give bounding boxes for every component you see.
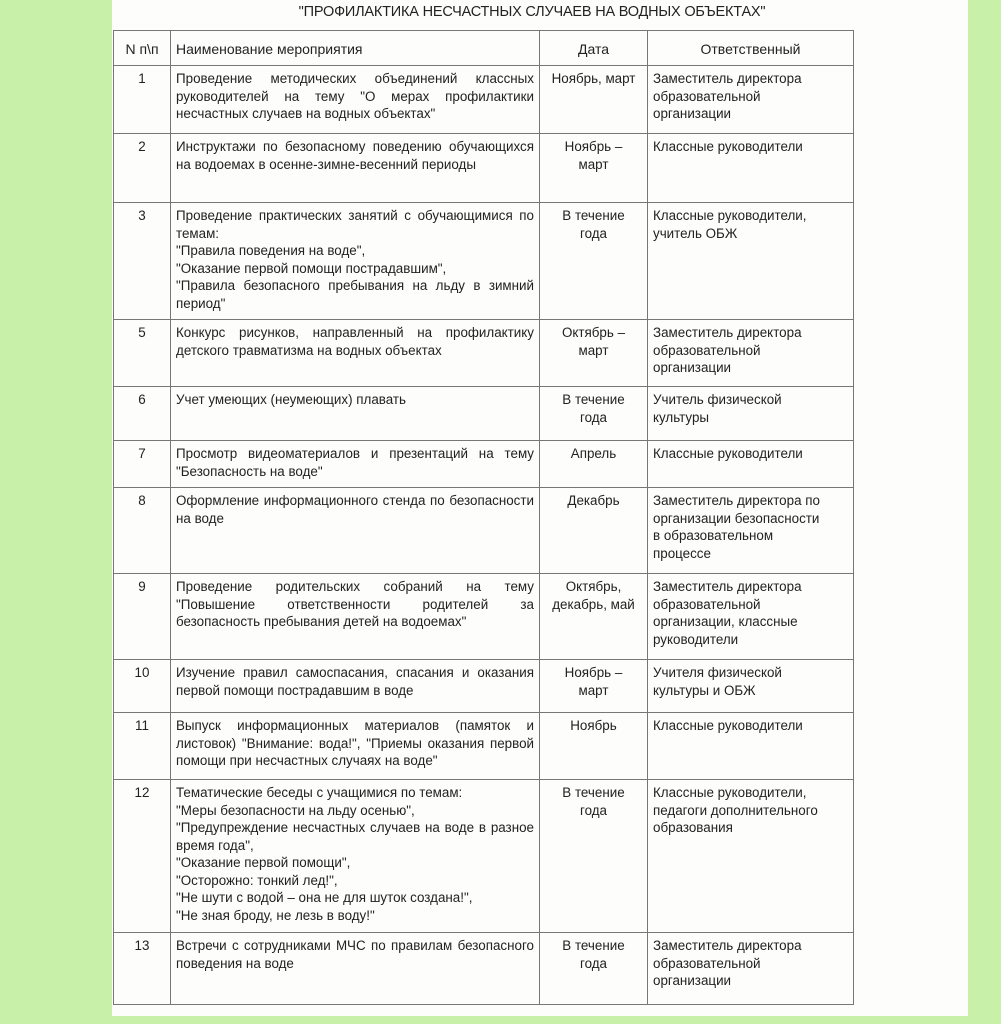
event-name: Проведение методических объединений классных руководителей на тему "О мерах профилактики несчастных случаев на водных объектах"	[171, 66, 540, 134]
event-name: Учет умеющих (неумеющих) плавать	[171, 387, 540, 441]
event-date: Октябрь – март	[540, 320, 648, 387]
event-date: В течение года	[540, 933, 648, 1005]
event-responsible: Заместитель директора по организации безопасности в образовательном процессе	[648, 488, 854, 574]
row-number: 10	[114, 660, 171, 713]
table-header	[114, 31, 854, 66]
row-number: 9	[114, 574, 171, 660]
header-date: Дата	[540, 31, 648, 66]
event-responsible: Заместитель директора образовательной организации	[648, 933, 854, 1005]
table-row	[114, 66, 854, 134]
event-date: Ноябрь, март	[540, 66, 648, 134]
event-date: Ноябрь – март	[540, 660, 648, 713]
event-responsible: Классные руководители, педагоги дополнительного образования	[648, 780, 854, 933]
event-responsible: Классные руководители	[648, 713, 854, 780]
event-name: Конкурс рисунков, направленный на профилактику детского травматизма на водных объектах	[171, 320, 540, 387]
event-date: В течение года	[540, 387, 648, 441]
event-date: Октябрь, декабрь, май	[540, 574, 648, 660]
event-responsible: Классные руководители	[648, 134, 854, 203]
event-name: Выпуск информационных материалов (памяток и листовок) "Внимание: вода!", "Приемы оказания первой помощи при несчастных случаях на воде"	[171, 713, 540, 780]
header-number: N п\п	[114, 31, 171, 66]
table-row	[114, 488, 854, 574]
row-number: 12	[114, 780, 171, 933]
event-name: Оформление информационного стенда по безопасности на воде	[171, 488, 540, 574]
row-number: 11	[114, 713, 171, 780]
row-number: 8	[114, 488, 171, 574]
event-date: Апрель	[540, 441, 648, 488]
document-title: "ПРОФИЛАКТИКА НЕСЧАСТНЫХ СЛУЧАЕВ НА ВОДНЫХ ОБЪЕКТАХ"	[298, 4, 766, 20]
event-responsible: Учитель физической культуры	[648, 387, 854, 441]
event-name: Изучение правил самоспасания, спасания и оказания первой помощи пострадавшим в воде	[171, 660, 540, 713]
table-row	[114, 660, 854, 713]
event-responsible: Заместитель директора образовательной организации	[648, 320, 854, 387]
table-row	[114, 320, 854, 387]
event-date: Ноябрь – март	[540, 134, 648, 203]
event-responsible: Заместитель директора образовательной организации, классные руководители	[648, 574, 854, 660]
row-number: 13	[114, 933, 171, 1005]
table-row	[114, 441, 854, 488]
event-date: В течение года	[540, 203, 648, 320]
table-row	[114, 203, 854, 320]
table-row	[114, 713, 854, 780]
event-name: Проведение родительских собраний на тему "Повышение ответственности родителей за безопасность пребывания детей на водоемах"	[171, 574, 540, 660]
header-name: Наименование мероприятия	[171, 31, 540, 66]
event-responsible: Классные руководители	[648, 441, 854, 488]
row-number: 3	[114, 203, 171, 320]
row-number: 5	[114, 320, 171, 387]
events-table	[113, 30, 854, 1005]
event-responsible: Классные руководители, учитель ОБЖ	[648, 203, 854, 320]
table-row	[114, 134, 854, 203]
event-date: Ноябрь	[540, 713, 648, 780]
row-number: 6	[114, 387, 171, 441]
event-responsible: Учителя физической культуры и ОБЖ	[648, 660, 854, 713]
event-name: Проведение практических занятий с обучающимися по темам: "Правила поведения на воде", "Оказание первой помощи пострадавшим", "Правила безопасного пребывания на льду в зимний период"	[171, 203, 540, 320]
table-row	[114, 780, 854, 933]
row-number: 2	[114, 134, 171, 203]
event-name: Инструктажи по безопасному поведению обучающихся на водоемах в осенне-зимне-весенний периоды	[171, 134, 540, 203]
row-number: 1	[114, 66, 171, 134]
row-number: 7	[114, 441, 171, 488]
event-date: В течение года	[540, 780, 648, 933]
event-responsible: Заместитель директора образовательной организации	[648, 66, 854, 134]
table-row	[114, 387, 854, 441]
event-name: Встречи с сотрудниками МЧС по правилам безопасного поведения на воде	[171, 933, 540, 1005]
event-date: Декабрь	[540, 488, 648, 574]
scanned-page	[112, 0, 968, 1016]
event-name: Тематические беседы с учащимися по темам: "Меры безопасности на льду осенью", "Предупреждение несчастных случаев на воде в разное время года", "Оказание первой помощи", "Осторожно: тонкий лед!", "Не шути с водой – она не для шуток создана!", "Не зная броду, не лезь в воду!"	[171, 780, 540, 933]
table-row	[114, 933, 854, 1005]
table-row	[114, 574, 854, 660]
event-name: Просмотр видеоматериалов и презентаций на тему "Безопасность на воде"	[171, 441, 540, 488]
header-responsible: Ответственный	[648, 31, 854, 66]
